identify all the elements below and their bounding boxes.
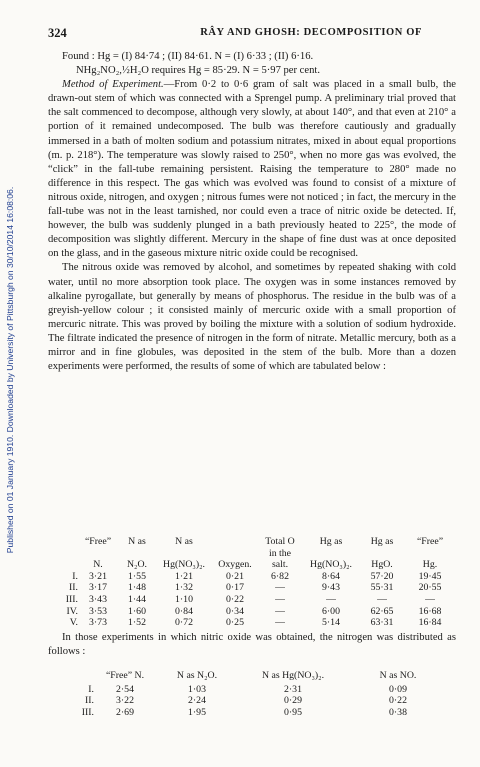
- table-cell: 1·03: [188, 683, 206, 695]
- table-header-cell: [360, 548, 404, 560]
- table-header-cell: Hg(NO₃)₂.: [310, 559, 352, 571]
- table-cell: 0·22: [389, 695, 407, 707]
- table-header-cell: “Free” N.: [105, 670, 145, 681]
- table-cell: 3·22: [116, 695, 134, 707]
- table-header-cell: [212, 536, 258, 548]
- table-header-cell: [78, 548, 118, 560]
- table-cell: II.: [69, 582, 78, 594]
- table-header-cell: “Free”: [416, 536, 444, 547]
- table-cell: 1·10: [175, 593, 193, 605]
- table-cell: —: [275, 605, 285, 617]
- provenance-text: Published on 01 January 1910. Downloaded by University of Pittsburgh on 30/10/2014 16:08:06.: [5, 186, 15, 554]
- table-header-cell: salt.: [271, 559, 289, 571]
- table-row: [68, 707, 448, 719]
- method-heading: Method of Experiment.: [62, 79, 164, 91]
- table-cell: 0·22: [226, 593, 244, 605]
- table-cell: 1·95: [188, 706, 206, 718]
- table-row: [52, 594, 456, 606]
- running-title: RÂY AND GHOSH: DECOMPOSITION OF: [200, 27, 422, 38]
- table-cell: I.: [72, 570, 78, 582]
- nitrogen-distribution-table: [68, 670, 448, 718]
- table-cell: 2·54: [116, 683, 134, 695]
- table-header-row: [52, 548, 456, 560]
- table-cell: 57·20: [370, 570, 394, 582]
- table-cell: —: [425, 593, 435, 605]
- table-header-cell: [404, 548, 456, 560]
- table-header-cell: N.: [93, 559, 103, 571]
- table-cell: —: [275, 582, 285, 594]
- table-header-cell: [52, 548, 78, 560]
- table-header-cell: Hg(NO₃)₂.: [163, 559, 205, 571]
- table-header-cell: N as: [175, 536, 193, 547]
- page-header: [48, 26, 456, 42]
- table-cell: 19·45: [418, 570, 442, 582]
- table-cell: 0·34: [226, 605, 244, 617]
- table-cell: 0·95: [284, 706, 302, 718]
- table-cell: 6·00: [322, 605, 340, 617]
- table-header-cell: N₂O.: [126, 559, 147, 571]
- table-header-cell: Oxygen.: [218, 559, 252, 571]
- table-header-cell: Total O: [265, 536, 295, 547]
- table-cell: V.: [69, 617, 78, 629]
- table-header-cell: [118, 548, 156, 560]
- table-row: [52, 617, 456, 629]
- method-text: —From 0·2 to 0·6 gram of salt was placed in a small bulb, the drawn-out stem of which was connected with a Sprengel pump. A preliminary trial proved that the salt commenced to decompose, although very slowly, at about 140°, and that even at 210° a portion of it remained undecomposed. The bulb was therefore cautiously and gradually immersed in a bath of molten sodium and potassium nitrates, mixed in about equal proportions (m. p. 218°). The temperature was slowly raised to 250°, when no more gas was evolved, the “click” in the fall-tube remaining persistent. Raising the temperature to 280° made no difference in this respect. The gas which was evolved was found to consist of a mixture of nitrous oxide, nitrogen, and oxygen ; nitrous fumes were not noticed ; in fact, the mercury in the fall-tube was not in the least tarnished, nor could even a trace of nitric oxide be detected. If, however, the bulb was suddenly plunged in a bath previously heated to 225°, the mode of decomposition was slightly different. Mercury in the shape of fine dust was at once deposited on the glass, and in the gaseous mixture nitric oxide could be recognised.: [48, 79, 456, 260]
- table-cell: 0·21: [226, 570, 244, 582]
- table-header-cell: “Free”: [84, 536, 112, 547]
- table-cell: 2·69: [116, 706, 134, 718]
- table-row: [68, 695, 448, 707]
- table-header-row: [52, 536, 456, 548]
- table-cell: III.: [65, 593, 78, 605]
- table-cell: 9·43: [322, 582, 340, 594]
- table-header-cell: N as Hg(NO₃)₂.: [261, 670, 325, 681]
- table-header-cell: in the: [268, 547, 292, 559]
- table-cell: 62·65: [370, 605, 394, 617]
- table-cell: 1·48: [128, 582, 146, 594]
- table-cell: 16·68: [418, 605, 442, 617]
- table-cell: —: [377, 593, 387, 605]
- table-cell: 0·72: [175, 617, 193, 629]
- table-cell: 3·43: [89, 593, 107, 605]
- table-cell: —: [326, 593, 336, 605]
- table-cell: 5·14: [322, 617, 340, 629]
- table-cell: 0·09: [389, 683, 407, 695]
- table-header-cell: Hg.: [422, 559, 438, 571]
- table-cell: I.: [88, 683, 94, 695]
- nitric-oxide-paragraph: In those experiments in which nitric oxide was obtained, the nitrogen was distributed as follows :: [48, 632, 456, 658]
- results-table-body: [52, 571, 456, 629]
- table-cell: 8·64: [322, 570, 340, 582]
- table-header-cell: [52, 536, 78, 548]
- table-header-cell: [212, 548, 258, 560]
- distribution-table-header: [68, 670, 448, 684]
- decomposition-results-table: [52, 536, 456, 629]
- table-cell: 0·25: [226, 617, 244, 629]
- table-cell: IV.: [66, 605, 78, 617]
- table-cell: 0·38: [389, 706, 407, 718]
- table-cell: 20·55: [418, 582, 442, 594]
- table-cell: 63·31: [370, 617, 394, 629]
- table-cell: 1·52: [128, 617, 146, 629]
- table-cell: —: [275, 617, 285, 629]
- table-cell: 3·21: [89, 570, 107, 582]
- table-row: [52, 606, 456, 618]
- table-row: [52, 582, 456, 594]
- table-cell: 1·44: [128, 593, 146, 605]
- table-cell: 1·60: [128, 605, 146, 617]
- table-row: [68, 684, 448, 696]
- table-header-cell: Hg as: [370, 536, 394, 547]
- article-body: [48, 50, 456, 374]
- table-cell: III.: [81, 706, 94, 718]
- table-header-row: [52, 559, 456, 571]
- table-cell: 1·32: [175, 582, 193, 594]
- table-header-cell: [68, 670, 94, 684]
- distribution-table-body: [68, 684, 448, 719]
- table-cell: 1·55: [128, 570, 146, 582]
- analysis-found-line: Found : Hg = (I) 84·74 ; (II) 84·61. N = (I) 6·33 ; (II) 6·16.: [62, 51, 314, 62]
- method-paragraph: [48, 78, 456, 261]
- table-cell: 2·24: [188, 695, 206, 707]
- table-cell: 1·21: [175, 570, 193, 582]
- table-cell: 0·29: [284, 695, 302, 707]
- table-header-cell: N as N₂O.: [176, 670, 218, 681]
- gas-removal-paragraph: The nitrous oxide was removed by alcohol, and sometimes by repeated shaking with cold water, until no more absorption took place. The oxygen was in some instances removed by alkaline pyrogallate, but generally by means of phosphorus. The residue in the bulb was of a greyish-yellow colour ; it consisted mainly of mercuric oxide with a small proportion of mercuric nitrate. This was proved by boiling the mixture with a solution of sodium hydroxide. The filtrate indicated the presence of nitrogen in the form of nitrate. Metallic mercury, both as a mirror and in fine globules, was deposited in the stem of the bulb. More than a dozen experiments were performed, the results of some of which are tabulated below :: [48, 262, 456, 373]
- provenance-sidebar: [4, 60, 16, 680]
- table-header-cell: [302, 548, 360, 560]
- table-cell: 2·31: [284, 683, 302, 695]
- page-number: 324: [48, 26, 67, 40]
- formula-requires-line: NHg₂NO₂,½H₂O requires Hg = 85·29. N = 5·97 per cent.: [76, 65, 320, 77]
- table-header-cell: N as: [128, 536, 146, 547]
- table-header-cell: [52, 559, 78, 571]
- table-cell: 0·17: [226, 582, 244, 594]
- table-cell: 3·53: [89, 605, 107, 617]
- table-cell: 55·31: [370, 582, 394, 594]
- table-cell: 0·84: [175, 605, 193, 617]
- table-header-cell: N as NO.: [379, 670, 417, 681]
- table-cell: II.: [85, 695, 94, 707]
- table-row: [52, 571, 456, 583]
- table-header-cell: HgO.: [371, 559, 393, 571]
- results-table-header: [52, 536, 456, 571]
- table-cell: 16·84: [418, 617, 442, 629]
- table-header-cell: Hg as: [319, 536, 343, 547]
- table-cell: —: [275, 593, 285, 605]
- table-cell: 3·73: [89, 617, 107, 629]
- table-cell: 3·17: [89, 582, 107, 594]
- table-header-cell: [156, 548, 212, 560]
- table-cell: 6·82: [271, 570, 289, 582]
- table-header-row: [68, 670, 448, 684]
